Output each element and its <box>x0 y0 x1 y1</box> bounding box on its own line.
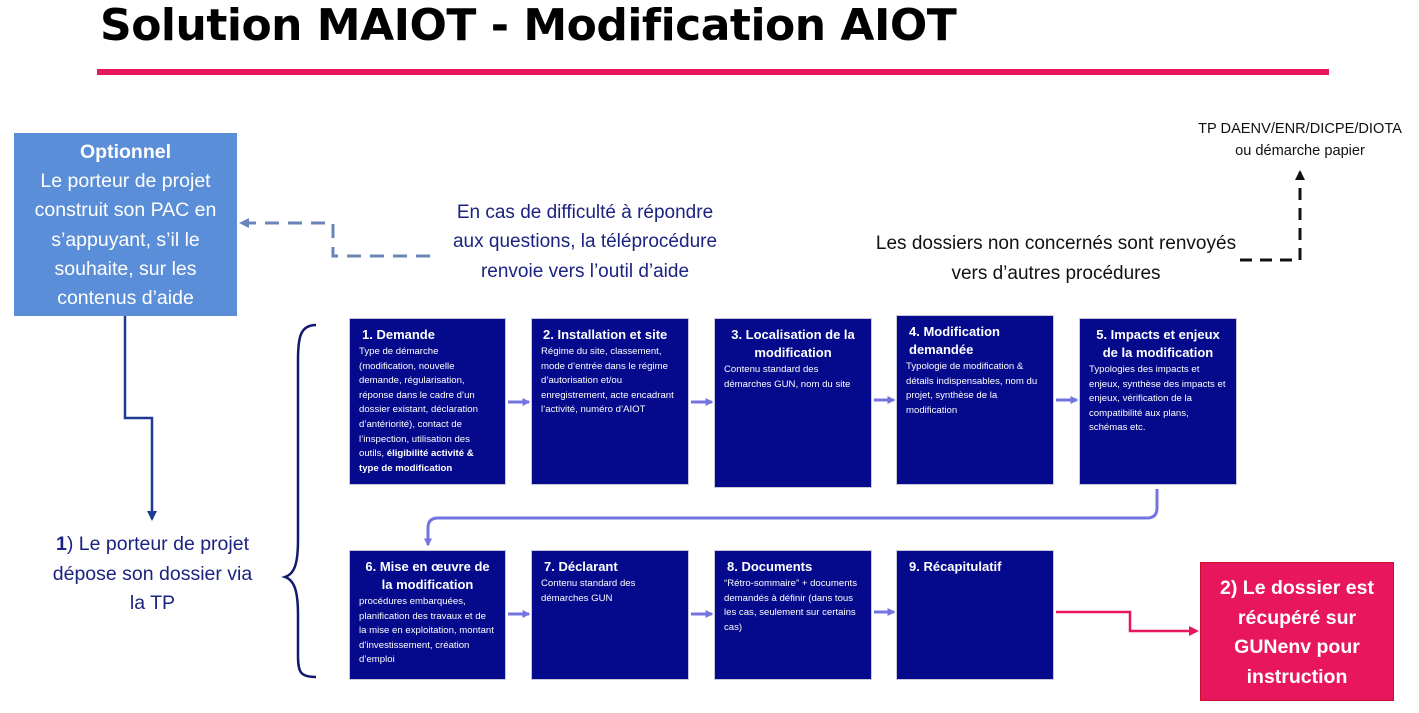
step-title: 3. Localisation de la modification <box>731 327 855 360</box>
step-description: “Rétro-sommaire” + documents demandés à définir (dans tous les cas, seulement sur certains cas) <box>724 578 858 633</box>
optional-box-body: Le porteur de projet construit son PAC en s’appuyant, s’il le souhaite, sur les contenus d’aide <box>34 170 217 310</box>
not-concerned-note: Les dossiers non concernés sont renvoyés vers d’autres procédures <box>875 233 1237 284</box>
deposit-note-text: ) Le porteur de projet dépose son dossier via la TP <box>52 533 253 615</box>
optional-to-deposit-arrow <box>125 316 152 519</box>
step-description: procédures embarquées, planification des travaux et de la mise en exploitation, montant d’investissement, création d’emploi <box>359 596 494 666</box>
step-title: 4. Modification demandée <box>909 324 1000 357</box>
final-box-text: ) Le dossier est récupéré sur GUNenv pour instruction <box>1230 577 1374 688</box>
step-title: 7. Déclarant <box>544 559 618 574</box>
step-description-text: Type de démarche (modification, nouvelle demande, régularisation, réponse dans le cadre d’un dossier existant, déclaration d’antériorité), contact de l’inspection, utilisation des outils, <box>359 346 478 460</box>
page-title: Solution MAIOT - Modification AIOT <box>100 0 957 51</box>
other-procedures-line2: ou démarche papier <box>1235 142 1365 159</box>
steps-curly-brace <box>285 325 316 677</box>
step-description: Typologie de modification & détails indispensables, nom du projet, synthèse de la modification <box>906 361 1038 416</box>
optional-box-title: Optionnel <box>80 141 171 163</box>
not-concerned-dashed-arrow <box>1240 172 1300 260</box>
deposit-note-number: 1 <box>56 533 67 555</box>
help-tool-note: En cas de difficulté à répondre aux questions, la téléprocédure renvoie vers l’outil d’aide <box>452 202 718 282</box>
step-title: 8. Documents <box>727 559 813 574</box>
help-dashed-arrow <box>241 223 430 256</box>
step-description: Régime du site, classement, mode d’entrée dans le régime d’autorisation et/ou enregistrement, acte encadrant l’activité, numéro d’AIOT <box>541 346 674 416</box>
step-description-bold: éligibilité activité & type de modification <box>359 448 474 474</box>
step-description: Contenu standard des démarches GUN, nom du site <box>724 364 851 390</box>
arrow-9-final <box>1056 612 1197 631</box>
step-title: 9. Récapitulatif <box>909 559 1002 574</box>
arrow-5-6-wrap <box>428 489 1157 545</box>
step-title: 2. Installation et site <box>543 327 668 342</box>
other-procedures-line1: TP DAENV/ENR/DICPE/DIOTA <box>1198 121 1402 137</box>
step-title: 1. Demande <box>362 327 435 342</box>
step-description: Contenu standard des démarches GUN <box>541 578 636 604</box>
final-box-number: 2 <box>1220 577 1231 599</box>
step-title: 5. Impacts et enjeux de la modification <box>1096 327 1220 360</box>
step-title: 6. Mise en œuvre de la modification <box>365 559 490 592</box>
step-description: Typologies des impacts et enjeux, synthèse des impacts et enjeux, vérification de la compatibilité aux plans, schémas etc. <box>1089 364 1226 434</box>
